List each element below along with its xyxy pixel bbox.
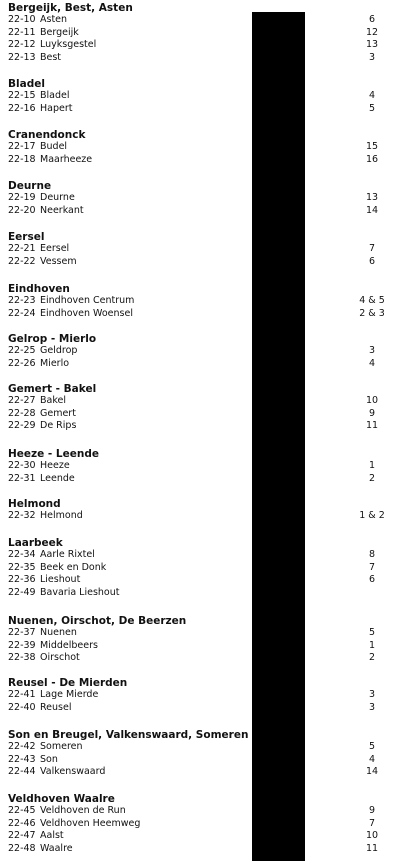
list-item [8, 702, 400, 715]
item-code: 22-21 [8, 243, 36, 254]
item-code: 22-10 [8, 14, 36, 25]
item-code: 22-45 [8, 805, 36, 816]
item-code: 22-31 [8, 472, 36, 484]
region-group [8, 729, 400, 779]
item-code: 22-26 [8, 357, 36, 369]
list-item [8, 818, 400, 831]
list-item [8, 420, 400, 433]
item-name: Nuenen [40, 627, 77, 638]
item-code: 22-22 [8, 255, 36, 267]
item-code: 22-25 [8, 345, 36, 356]
list-item [8, 395, 400, 408]
item-number: 15 [365, 141, 379, 152]
item-code: 22-11 [8, 26, 36, 38]
item-name: Vessem [40, 255, 77, 267]
item-number: 3 [368, 51, 376, 63]
region-group [8, 231, 400, 268]
group-heading: Eindhoven [8, 283, 70, 295]
group-heading: Veldhoven Waalre [8, 793, 115, 805]
list-item [8, 408, 400, 421]
group-heading: Bladel [8, 78, 45, 90]
item-number: 2 & 3 [359, 307, 385, 319]
item-number: 5 [368, 102, 376, 114]
item-name: Eindhoven Centrum [40, 295, 135, 306]
item-name: Heeze [40, 460, 70, 471]
group-heading: Reusel - De Mierden [8, 677, 128, 689]
item-number: 2 [368, 472, 376, 484]
item-name: Bergeijk [40, 26, 79, 38]
item-code: 22-20 [8, 204, 36, 216]
item-code: 22-24 [8, 307, 36, 319]
region-group [8, 2, 400, 64]
item-code: 22-40 [8, 701, 36, 713]
group-heading: Cranendonck [8, 129, 86, 141]
item-number: 5 [368, 627, 376, 638]
item-name: Son [40, 753, 58, 765]
list-item [8, 243, 400, 256]
item-name: Eersel [40, 243, 70, 254]
item-number: 3 [368, 345, 376, 356]
item-name: Veldhoven de Run [40, 805, 126, 816]
item-code: 22-39 [8, 639, 36, 651]
group-heading: Helmond [8, 498, 61, 510]
item-name: Maarheeze [40, 153, 93, 165]
item-name: Waalre [40, 842, 73, 854]
item-name: Helmond [40, 510, 83, 521]
item-name: Lage Mierde [40, 689, 99, 700]
item-name: Geldrop [40, 345, 78, 356]
item-code: 22-38 [8, 652, 36, 663]
item-code: 22-13 [8, 51, 36, 63]
item-code: 22-44 [8, 766, 36, 777]
group-heading: Heeze - Leende [8, 448, 99, 460]
list-item [8, 473, 400, 486]
item-name: Eindhoven Woensel [40, 307, 133, 319]
group-heading: Gelrop - Mierlo [8, 333, 97, 345]
list-item [8, 14, 400, 27]
item-code: 22-37 [8, 627, 36, 638]
list-item [8, 345, 400, 358]
item-number: 16 [365, 153, 379, 165]
group-heading: Deurne [8, 180, 52, 192]
group-heading: Gemert - Bakel [8, 383, 97, 395]
item-name: Lieshout [40, 574, 81, 585]
item-number: 14 [365, 766, 379, 777]
list-item [8, 256, 400, 269]
item-name: Mierlo [40, 357, 70, 369]
list-item [8, 358, 400, 371]
item-number: 9 [368, 407, 376, 419]
item-code: 22-15 [8, 90, 36, 101]
list-item [8, 562, 400, 575]
region-group [8, 333, 400, 370]
item-code: 22-18 [8, 153, 36, 165]
item-code: 22-41 [8, 689, 36, 700]
list-item [8, 574, 400, 587]
region-group [8, 537, 400, 599]
item-number: 6 [368, 14, 376, 25]
item-code: 22-46 [8, 817, 36, 829]
item-number: 7 [368, 561, 376, 573]
item-code: 22-49 [8, 586, 36, 598]
list-item [8, 103, 400, 116]
item-code: 22-35 [8, 561, 36, 573]
item-code: 22-27 [8, 395, 36, 406]
item-name: Luyksgestel [40, 39, 97, 50]
item-code: 22-42 [8, 741, 36, 752]
item-name: Best [40, 51, 62, 63]
list-item [8, 52, 400, 65]
item-number: 12 [365, 26, 379, 38]
item-number: 1 [368, 639, 376, 651]
item-number: 2 [368, 652, 376, 663]
item-code: 22-17 [8, 141, 36, 152]
group-heading: Bergeijk, Best, Asten [8, 2, 133, 14]
region-group [8, 383, 400, 433]
item-number: 1 [368, 460, 376, 471]
list-item [8, 627, 400, 640]
item-code: 22-47 [8, 830, 36, 841]
item-name: Gemert [40, 407, 76, 419]
item-name: Aarle Rixtel [40, 549, 95, 560]
item-number: 7 [368, 817, 376, 829]
item-name: Veldhoven Heemweg [40, 817, 141, 829]
region-group [8, 78, 400, 115]
region-group [8, 615, 400, 665]
item-number: 4 & 5 [359, 295, 385, 306]
item-name: Bavaria Lieshout [40, 586, 120, 598]
region-group [8, 793, 400, 855]
item-name: Someren [40, 741, 83, 752]
list-item [8, 843, 400, 856]
item-number: 13 [365, 39, 379, 50]
region-group [8, 180, 400, 217]
list-item [8, 460, 400, 473]
region-group [8, 677, 400, 714]
item-code: 22-48 [8, 842, 36, 854]
item-number: 4 [368, 90, 376, 101]
item-name: Bladel [40, 90, 70, 101]
item-code: 22-19 [8, 192, 36, 203]
item-number: 4 [368, 357, 376, 369]
list-item [8, 830, 400, 843]
item-number: 11 [365, 842, 379, 854]
item-number: 14 [365, 204, 379, 216]
list-item [8, 549, 400, 562]
item-name: Leende [40, 472, 75, 484]
item-code: 22-28 [8, 407, 36, 419]
item-name: Beek en Donk [40, 561, 107, 573]
item-code: 22-43 [8, 753, 36, 765]
list-item [8, 39, 400, 52]
list-item [8, 741, 400, 754]
list-item [8, 510, 400, 523]
group-heading: Nuenen, Oirschot, De Beerzen [8, 615, 187, 627]
item-name: Reusel [40, 701, 72, 713]
list-item [8, 205, 400, 218]
item-number: 6 [368, 574, 376, 585]
item-number: 7 [368, 243, 376, 254]
list-item [8, 652, 400, 665]
item-number: 6 [368, 255, 376, 267]
item-code: 22-32 [8, 510, 36, 521]
item-name: Asten [40, 14, 68, 25]
list-item [8, 90, 400, 103]
item-number: 3 [368, 689, 376, 700]
item-name: Hapert [40, 102, 73, 114]
item-name: Deurne [40, 192, 75, 203]
list-item [8, 587, 400, 600]
item-number: 10 [365, 830, 379, 841]
item-name: De Rips [40, 420, 77, 431]
list-item [8, 689, 400, 702]
item-number: 1 & 2 [359, 510, 385, 521]
list-item [8, 308, 400, 321]
item-number: 9 [368, 805, 376, 816]
item-number: 4 [368, 753, 376, 765]
list-item [8, 154, 400, 167]
list-item [8, 27, 400, 40]
region-group [8, 283, 400, 320]
item-number: 5 [368, 741, 376, 752]
item-number: 13 [365, 192, 379, 203]
item-name: Neerkant [40, 204, 84, 216]
group-heading: Eersel [8, 231, 45, 243]
item-number: 11 [365, 420, 379, 431]
group-heading: Laarbeek [8, 537, 63, 549]
item-code: 22-30 [8, 460, 36, 471]
item-code: 22-12 [8, 39, 36, 50]
region-group [8, 448, 400, 485]
item-number: 3 [368, 701, 376, 713]
item-code: 22-16 [8, 102, 36, 114]
item-code: 22-36 [8, 574, 36, 585]
item-name: Bakel [40, 395, 66, 406]
item-code: 22-29 [8, 420, 36, 431]
item-number: 8 [368, 549, 376, 560]
list-item [8, 192, 400, 205]
region-group [8, 498, 400, 523]
list-item [8, 805, 400, 818]
list-item [8, 754, 400, 767]
item-name: Aalst [40, 830, 64, 841]
list-item [8, 295, 400, 308]
list-item [8, 141, 400, 154]
item-code: 22-34 [8, 549, 36, 560]
list-item [8, 766, 400, 779]
item-number: 10 [365, 395, 379, 406]
item-name: Valkenswaard [40, 766, 106, 777]
item-code: 22-23 [8, 295, 36, 306]
region-group [8, 129, 400, 166]
item-name: Middelbeers [40, 639, 98, 651]
group-heading: Son en Breugel, Valkenswaard, Someren [8, 729, 249, 741]
list-item [8, 640, 400, 653]
item-name: Budel [40, 141, 68, 152]
item-name: Oirschot [40, 652, 80, 663]
